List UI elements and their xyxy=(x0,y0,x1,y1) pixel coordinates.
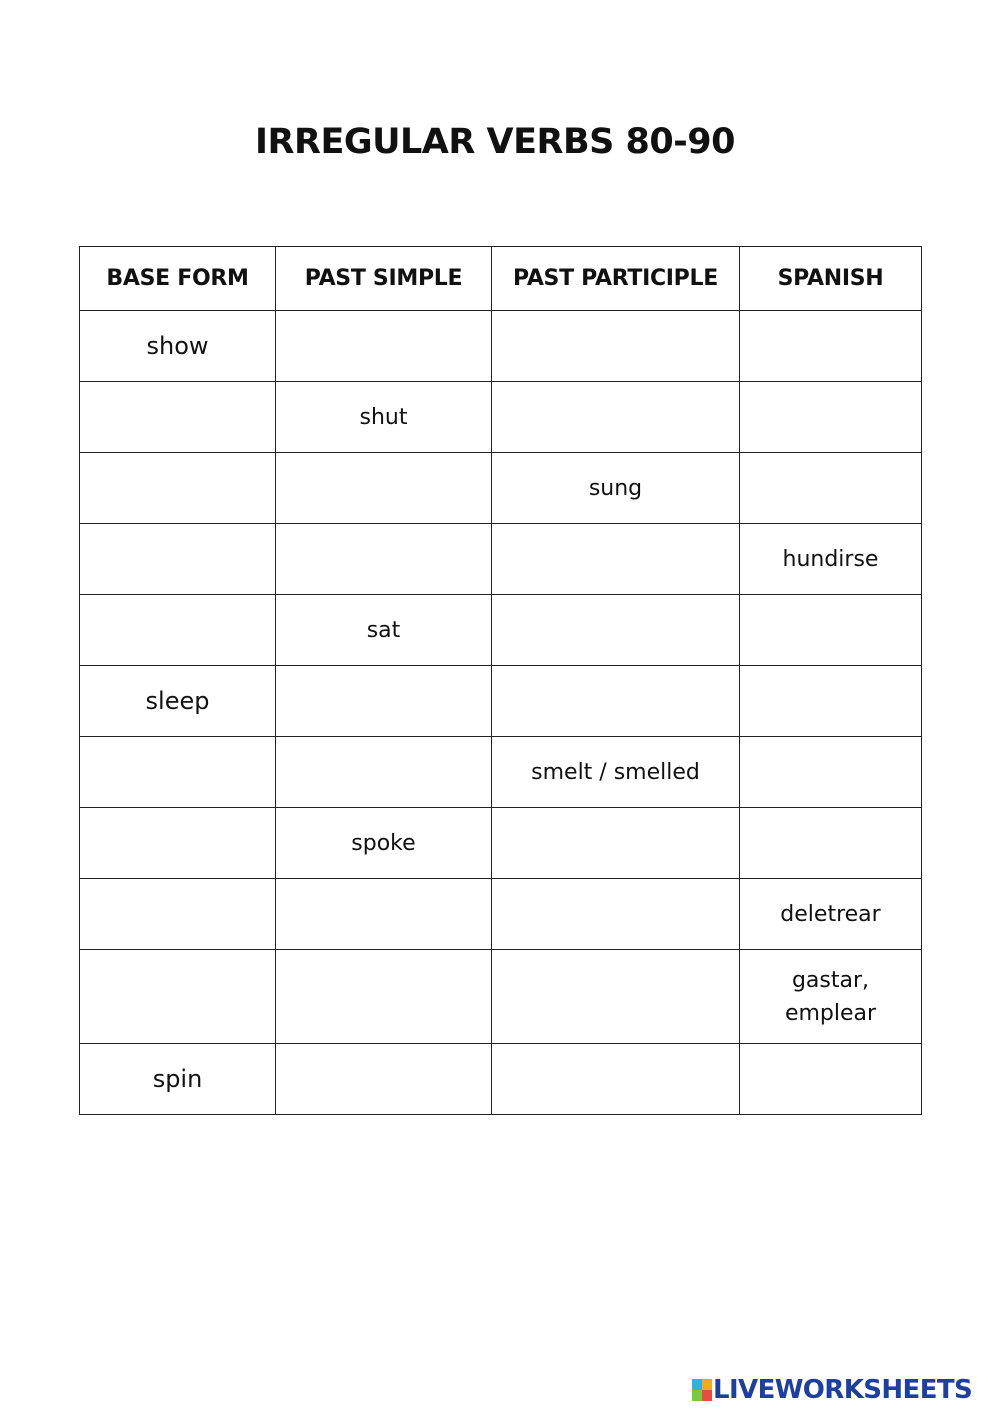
answer-cell-spanish[interactable] xyxy=(740,737,922,808)
answer-cell-past-participle[interactable] xyxy=(492,595,740,666)
cell-past-simple: shut xyxy=(276,382,492,453)
cell-base-form: spin xyxy=(80,1044,276,1115)
table-row xyxy=(80,524,922,595)
table-row xyxy=(80,311,922,382)
answer-cell-base-form[interactable] xyxy=(80,737,276,808)
answer-cell-spanish[interactable] xyxy=(740,808,922,879)
table-row xyxy=(80,737,922,808)
cell-spanish: deletrear xyxy=(740,879,922,950)
table-row xyxy=(80,453,922,524)
answer-cell-spanish[interactable] xyxy=(740,453,922,524)
verb-table xyxy=(79,246,922,1115)
worksheet-title: IRREGULAR VERBS 80-90 xyxy=(255,122,735,162)
table-row xyxy=(80,1044,922,1115)
table-row xyxy=(80,808,922,879)
liveworksheets-logo-icon xyxy=(692,1379,712,1401)
table-row xyxy=(80,382,922,453)
answer-cell-past-simple[interactable] xyxy=(276,950,492,1044)
answer-cell-past-participle[interactable] xyxy=(492,950,740,1044)
answer-cell-past-participle[interactable] xyxy=(492,524,740,595)
answer-cell-past-simple[interactable] xyxy=(276,737,492,808)
answer-cell-past-participle[interactable] xyxy=(492,666,740,737)
liveworksheets-logo-text: LIVEWORKSHEETS xyxy=(713,1375,973,1405)
answer-cell-past-simple[interactable] xyxy=(276,879,492,950)
answer-cell-base-form[interactable] xyxy=(80,595,276,666)
answer-cell-spanish[interactable] xyxy=(740,666,922,737)
answer-cell-past-participle[interactable] xyxy=(492,311,740,382)
answer-cell-base-form[interactable] xyxy=(80,808,276,879)
answer-cell-spanish[interactable] xyxy=(740,1044,922,1115)
header-spanish: SPANISH xyxy=(740,247,922,311)
cell-past-participle: smelt / smelled xyxy=(492,737,740,808)
answer-cell-past-simple[interactable] xyxy=(276,666,492,737)
answer-cell-past-participle[interactable] xyxy=(492,382,740,453)
cell-spanish: hundirse xyxy=(740,524,922,595)
answer-cell-spanish[interactable] xyxy=(740,311,922,382)
cell-spanish: gastar, emplear xyxy=(740,950,922,1044)
answer-cell-spanish[interactable] xyxy=(740,595,922,666)
answer-cell-past-simple[interactable] xyxy=(276,1044,492,1115)
answer-cell-base-form[interactable] xyxy=(80,950,276,1044)
cell-past-simple: sat xyxy=(276,595,492,666)
liveworksheets-logo xyxy=(692,1375,972,1405)
cell-past-simple: spoke xyxy=(276,808,492,879)
answer-cell-base-form[interactable] xyxy=(80,382,276,453)
table-row xyxy=(80,666,922,737)
table-row xyxy=(80,950,922,1044)
answer-cell-base-form[interactable] xyxy=(80,524,276,595)
cell-base-form: sleep xyxy=(80,666,276,737)
table-row xyxy=(80,879,922,950)
answer-cell-past-participle[interactable] xyxy=(492,879,740,950)
answer-cell-past-simple[interactable] xyxy=(276,453,492,524)
header-base-form: BASE FORM xyxy=(80,247,276,311)
table-row xyxy=(80,595,922,666)
answer-cell-base-form[interactable] xyxy=(80,453,276,524)
cell-past-participle: sung xyxy=(492,453,740,524)
header-past-simple: PAST SIMPLE xyxy=(276,247,492,311)
answer-cell-past-simple[interactable] xyxy=(276,311,492,382)
answer-cell-past-simple[interactable] xyxy=(276,524,492,595)
answer-cell-past-participle[interactable] xyxy=(492,1044,740,1115)
header-past-participle: PAST PARTICIPLE xyxy=(492,247,740,311)
answer-cell-past-participle[interactable] xyxy=(492,808,740,879)
answer-cell-base-form[interactable] xyxy=(80,879,276,950)
answer-cell-spanish[interactable] xyxy=(740,382,922,453)
cell-base-form: show xyxy=(80,311,276,382)
header-row xyxy=(80,247,922,311)
